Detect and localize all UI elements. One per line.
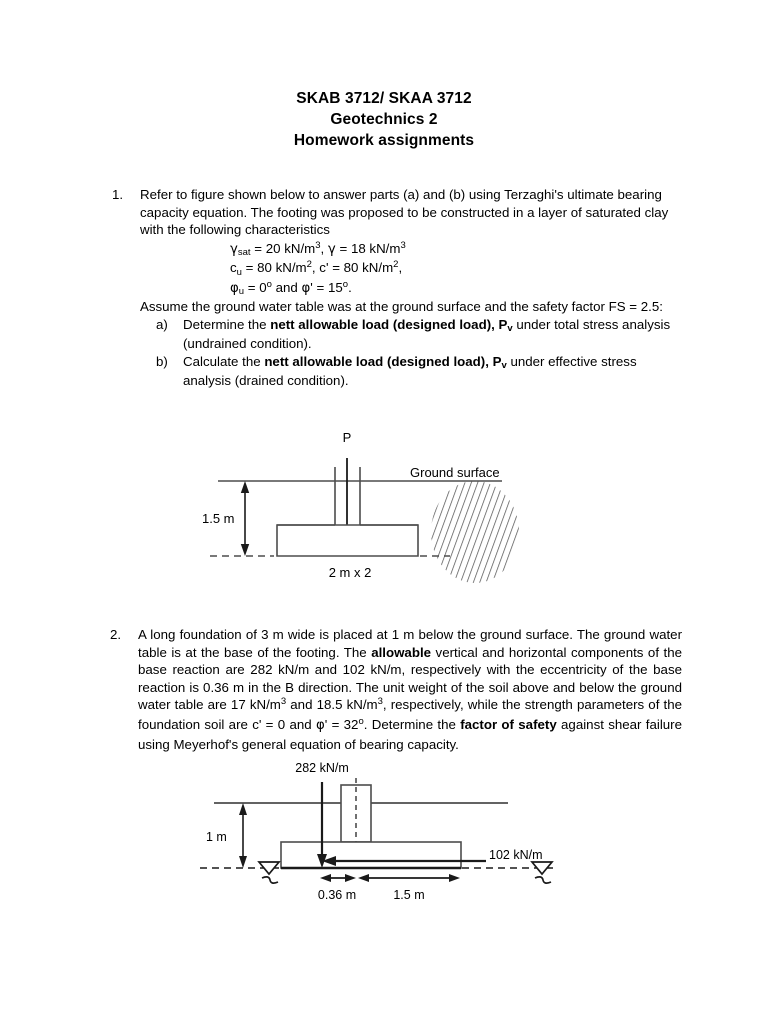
question-2-number: 2. [110,627,122,642]
question-1-assumption: Assume the ground water table was at the ground surface and the safety factor FS = 2.5: [140,299,663,314]
water-table-symbol-left [259,862,279,883]
question-1-paragraph: Refer to figure shown below to answer parts (a) and (b) using Terzaghi's ultimate bearing capacity equation. The footing was proposed to be constructed in a layer of saturated clay with the following characteristics [140,187,669,238]
question-1-body [140,186,682,390]
water-table-symbol-right [532,862,552,883]
parameter-line-cohesion: $c_u = 80$ $kN/m^2$, c' = 80 $kN/m^2$, [230,259,403,278]
soil-hatch-region [428,478,524,588]
question-1-subpart-a [140,316,682,353]
question-2 [110,626,682,753]
half-width-arrow-right [449,874,460,882]
figure-strip-foundation [196,758,596,910]
question-2-row [110,626,682,753]
figure-2-horizontal-load-label: 102 kN/m [489,848,543,862]
title-line-doc-type: Homework assignments [293,132,475,149]
question-1-row [112,186,682,390]
question-1-subpart-b [140,353,682,390]
question-1-number: 1. [112,187,124,202]
parameter-line-unit-weights: $\gamma_{sat} = 20$ $kN/m^3$, γ = 18 $kN/m^3$ [230,239,406,259]
footing-outline [277,525,418,556]
subpart-a-letter: a) [156,316,168,332]
question-2-text-1: A long foundation of 3 m wide is placed at 1 m below the ground surface. The ground water table is at the base of the footing. The [138,627,682,660]
subpart-b-text-after: under effective stress analysis (drained condition). [183,353,637,389]
subpart-b-bold: nett allowable load (designed load), $P_v$ [264,353,507,372]
figure-1-depth-label: 1.5 m [202,511,235,526]
subpart-b-letter: b) [156,353,168,369]
depth-arrow-head-top [241,481,249,493]
figure-1-load-label: P [342,430,352,445]
figure-2-depth-label: 1 m [206,830,227,844]
figure-1-width-label: 2 m x 2 [328,565,372,580]
footing-block [281,842,461,868]
question-2-body [138,626,682,753]
depth-arrow-head-bottom-2 [239,856,247,868]
question-1 [112,186,682,390]
question-2-text-2a: vertical and horizontal components of the base reaction are 282 kN/m and 102 kN/m, respectively with the eccentricity of the base reaction is 0.36 m in the B direction. The unit weight of the soil above and below the ground water table are 17 $kN/m^3$ and 18.5 $kN/m^3$, respectively, while the strength parameters of the foundation soil are c' = 0 and $\varphi' = 32^o$. Determine the [138,644,683,733]
figure-square-footing [200,420,560,610]
parameter-line-friction-angle: $\varphi_u = 0^o$ and $\varphi' = 15^o$. [230,278,352,298]
title-line-course-code: SKAB 3712/ SKAA 3712 [296,90,472,107]
question-2-bold-factor-of-safety: factor of safety [460,716,557,732]
title-line-subject: Geotechnics 2 [330,111,438,128]
question-2-text-3: against shear failure using Meyerhof's general equation of bearing capacity. [138,716,683,752]
subpart-b-text-before: Calculate the [183,353,265,369]
question-1-parameters [140,240,682,298]
question-2-bold-allowable: allowable [371,644,432,660]
depth-arrow-head-bottom [241,544,249,556]
figure-2-vertical-load-label: 282 kN/m [295,761,349,775]
figure-2-eccentricity-label: 0.36 m [317,888,357,902]
document-title-block [0,88,768,151]
figure-1-ground-surface-label: Ground surface [410,465,500,480]
subpart-b-text [183,353,682,390]
figure-2-half-width-label: 1.5 m [393,888,425,902]
eccentricity-arrow-right [345,874,356,882]
half-width-arrow-left [358,874,369,882]
subpart-a-text [183,316,682,353]
subpart-a-text-before: Determine the [183,316,271,332]
subpart-a-bold: nett allowable load (designed load), $P_v$ [270,316,513,335]
depth-arrow-head-top-2 [239,803,247,815]
eccentricity-arrow-left [320,874,331,882]
subpart-a-text-after: under total stress analysis (undrained condition). [183,316,671,352]
